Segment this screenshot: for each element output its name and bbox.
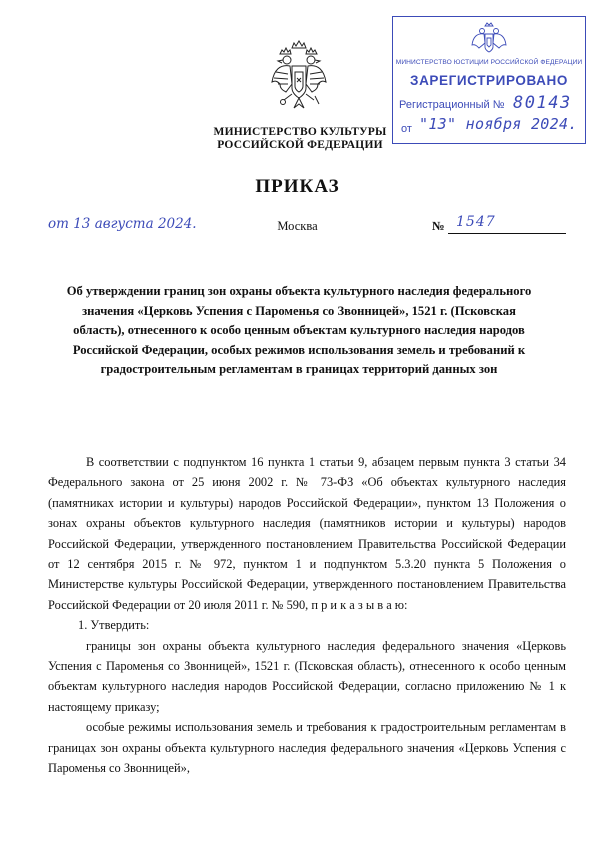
body-paragraph-2: 1. Утвердить:	[78, 618, 150, 633]
stamp-date	[419, 115, 578, 133]
stamp-org: МИНИСТЕРСТВО ЮСТИЦИИ РОССИЙСКОЙ ФЕДЕРАЦИИ	[395, 59, 583, 66]
ministry-line1: МИНИСТЕРСТВО КУЛЬТУРЫ	[213, 126, 387, 138]
stamp-date-text: "13" ноября 2024.	[419, 115, 578, 133]
document-title: ПРИКАЗ	[255, 176, 340, 197]
body-paragraph-1: В соответствии с подпунктом 16 пункта 1 статьи 9, абзацем первым пункта 3 статьи 34 Федерального закона от 25 июня 2002 г. № 73-ФЗ «Об объектах культурного наследия (памятниках истории и культуры) народов Российской Федерации», пунктом 13 Положения о зонах охраны объектов культурного наследия (памятников истории и культуры) народов Российской Федерации, утвержденного постановлением Правительства Российской Федерации от 12 сентября 2015 г. № 972, пунктом 1 и подпунктом 5.3.20 пункта 5 Положения о Министерстве культуры Российской Федерации, утвержденного постановлением Правительства Российской Федерации от 20 июля 2011 г. № 590, п р и к а з ы в а ю:	[48, 455, 566, 612]
order-date: от 13 августа 2024.	[48, 216, 197, 232]
order-number-underline	[448, 233, 566, 234]
order-number-label: №	[432, 219, 445, 233]
ministry-line2: РОССИЙСКОЙ ФЕДЕРАЦИИ	[217, 139, 383, 151]
stamp-reg-label: Регистрационный №	[399, 99, 505, 111]
stamp-reg-number: 80143	[513, 93, 572, 113]
order-number: 1547	[456, 214, 496, 230]
order-heading: Об утверждении границ зон охраны объекта культурного наследия федерального значения «Церковь Успения с Пароменья со Звонницей», 1521 г. (Псковская область), отнесенного к особо ценным объектам культурного наследия народов Российской Федерации, особых режимов использования земель и требований к градостроительным регламентам в границах территорий данных зон	[66, 284, 532, 376]
body-paragraph-4: особые режимы использования земель и требования к градостроительным регламентам в границах зон охраны объекта культурного наследия федерального значения «Церковь Успения с Пароменья со Звонницей»,	[48, 720, 566, 776]
stamp-status: ЗАРЕГИСТРИРОВАНО	[410, 73, 568, 88]
body-paragraph-3: границы зон охраны объекта культурного наследия федерального значения «Церковь Успения с Пароменья со Звонницей», 1521 г. (Псковская область), отнесенного к особо ценным объектам культурного наследия народов Российской Федерации, согласно приложению № 1 к настоящему приказу;	[48, 638, 566, 714]
stamp-from-label: от	[401, 123, 412, 135]
registration-stamp	[392, 16, 586, 144]
russian-coat-of-arms-icon	[270, 38, 328, 114]
order-city: Москва	[277, 219, 318, 233]
order-body	[48, 452, 566, 779]
ministry-name	[200, 126, 400, 152]
stamp-emblem-icon	[471, 21, 507, 55]
